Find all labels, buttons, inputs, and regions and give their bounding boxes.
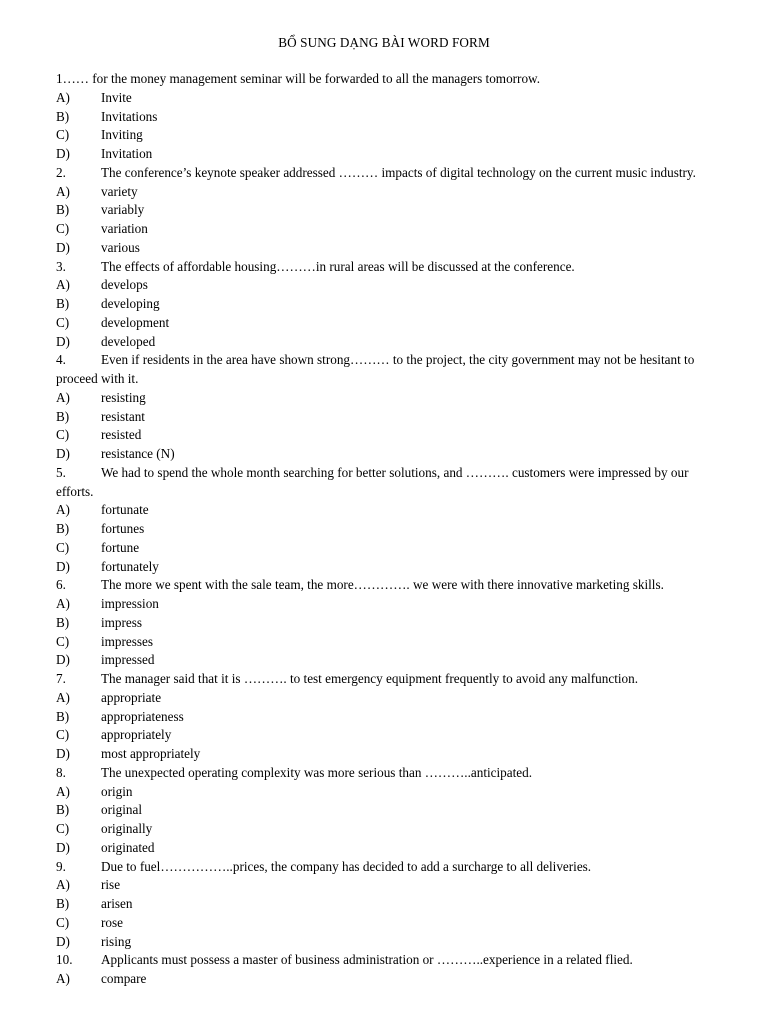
option-text: development [101,314,170,330]
option-text: resistance (N) [101,446,175,461]
question-stem [56,951,728,970]
option-label: C) [56,427,70,443]
answer-option [56,820,728,839]
option-text: impressed [101,652,155,668]
question-text: The more we spent with the sale team, the more…………. we were with there innovative marketing skills. [101,577,664,593]
option-label: C) [56,727,70,743]
option-label: D) [56,333,70,349]
option-text: rose [101,914,123,930]
option-label: D) [56,933,70,949]
answer-option [56,314,728,333]
answer-option [56,201,728,220]
answer-option [56,239,728,258]
question-stem [56,576,728,595]
option-text: most appropriately [101,746,201,761]
option-text: variably [101,202,145,218]
question-stem [56,258,728,277]
option-label: C) [56,821,70,836]
answer-option [56,651,728,670]
option-label: A) [56,89,70,105]
question-text-cont: proceed with it. [56,371,139,386]
question-number: 6. [56,577,66,593]
answer-option [56,558,728,577]
answer-option [56,783,728,802]
option-text: Invite [101,89,132,105]
option-label: D) [56,239,70,255]
option-label: B) [56,614,70,630]
answer-option [56,614,728,633]
answer-option [56,970,728,989]
option-label: A) [56,389,70,405]
answer-option [56,389,728,408]
option-label: B) [56,108,70,124]
option-text: developing [101,296,160,311]
option-text: resisting [101,389,146,405]
answer-option [56,933,728,952]
option-label: C) [56,633,70,649]
question-stem [56,858,728,877]
answer-option [56,426,728,445]
question-text: The unexpected operating complexity was more serious than ………..anticipated. [101,764,533,780]
option-label: D) [56,558,70,574]
answer-option [56,108,728,127]
document-title: BỔ SUNG DẠNG BÀI WORD FORM [278,35,490,50]
option-text: appropriate [101,689,162,705]
question-text: The effects of affordable housing………in rural areas will be discussed at the conference. [101,258,575,274]
option-label: B) [56,408,70,424]
answer-option [56,895,728,914]
option-text: impresses [101,633,154,649]
option-label: B) [56,802,70,818]
option-label: D) [56,839,70,855]
option-text: resisted [101,427,142,443]
option-text: impression [101,596,159,611]
option-label: D) [56,652,70,668]
question-number: 5. [56,464,66,480]
question-text: 1…… for the money management seminar will be forwarded to all the managers tomorrow. [56,71,541,86]
option-text: Invitations [101,108,158,124]
option-label: A) [56,783,70,799]
question-number: 3. [56,258,66,274]
option-text: variety [101,183,138,199]
answer-option [56,539,728,558]
answer-option [56,708,728,727]
option-text: Invitation [101,146,153,161]
answer-option [56,595,728,614]
option-label: B) [56,896,70,911]
option-label: D) [56,746,70,761]
answer-option [56,183,728,202]
question-text: Applicants must possess a master of business administration or ………..experience in a related flied. [101,952,633,968]
question-text: We had to spend the whole month searching for better solutions, and ………. customers were impressed by our [101,464,689,480]
option-label: D) [56,146,70,161]
answer-option [56,89,728,108]
question-stem [56,464,728,483]
answer-option [56,408,728,427]
option-label: A) [56,277,70,293]
answer-option [56,333,728,352]
option-text: arisen [101,896,133,911]
option-label: B) [56,202,70,218]
option-label: A) [56,877,70,893]
option-text: appropriately [101,727,172,743]
option-text: original [101,802,143,818]
answer-option [56,520,728,539]
option-text: various [101,239,140,255]
question-text-continued [56,370,728,389]
answer-option [56,295,728,314]
question-text: Even if residents in the area have shown strong……… to the project, the city government may not be hesitant to [101,352,695,368]
question-list [56,70,728,989]
answer-option [56,145,728,164]
question-number: 2. [56,164,66,180]
option-label: A) [56,596,70,611]
question-stem [56,351,728,370]
option-text: fortunate [101,502,149,518]
option-text: fortunately [101,558,159,574]
question-stem [56,164,728,183]
option-text: originally [101,821,153,836]
question-number: 7. [56,671,66,686]
option-text: impress [101,614,143,630]
option-label: C) [56,539,70,555]
option-label: A) [56,971,70,986]
option-text: compare [101,971,147,986]
answer-option [56,689,728,708]
question-number: 9. [56,858,66,874]
question-text: Due to fuel……………..prices, the company has decided to add a surcharge to all deliveries. [101,858,592,874]
answer-option [56,126,728,145]
option-text: fortunes [101,521,145,536]
option-label: B) [56,521,70,536]
answer-option [56,914,728,933]
option-label: A) [56,689,70,705]
question-text: The manager said that it is ………. to test emergency equipment frequently to avoid any malfunction. [101,671,639,686]
option-text: developed [101,333,156,349]
question-text-continued [56,483,728,502]
option-label: C) [56,221,70,236]
answer-option [56,220,728,239]
option-text: origin [101,783,133,799]
option-label: C) [56,314,70,330]
question-number: 4. [56,352,66,368]
question-number: 8. [56,764,66,780]
option-text: rising [101,933,132,949]
answer-option [56,276,728,295]
option-label: C) [56,127,70,143]
question-stem [56,70,728,89]
option-text: variation [101,221,148,236]
option-text: originated [101,839,155,855]
question-number: 10. [56,952,73,968]
question-stem [56,670,728,689]
option-text: develops [101,277,148,293]
option-text: fortune [101,539,140,555]
question-text: The conference’s keynote speaker addressed ……… impacts of digital technology on the current music industry. [101,164,696,180]
answer-option [56,876,728,895]
answer-option [56,726,728,745]
answer-option [56,801,728,820]
option-text: appropriateness [101,708,184,724]
answer-option [56,445,728,464]
option-label: D) [56,446,70,461]
answer-option [56,633,728,652]
answer-option [56,501,728,520]
question-stem [56,764,728,783]
question-text-cont: efforts. [56,483,94,499]
option-label: A) [56,502,70,518]
option-label: C) [56,914,70,930]
option-text: rise [101,877,121,893]
option-text: Inviting [101,127,143,143]
answer-option [56,839,728,858]
option-label: B) [56,296,70,311]
answer-option [56,745,728,764]
option-label: A) [56,183,70,199]
option-text: resistant [101,408,145,424]
option-label: B) [56,708,70,724]
